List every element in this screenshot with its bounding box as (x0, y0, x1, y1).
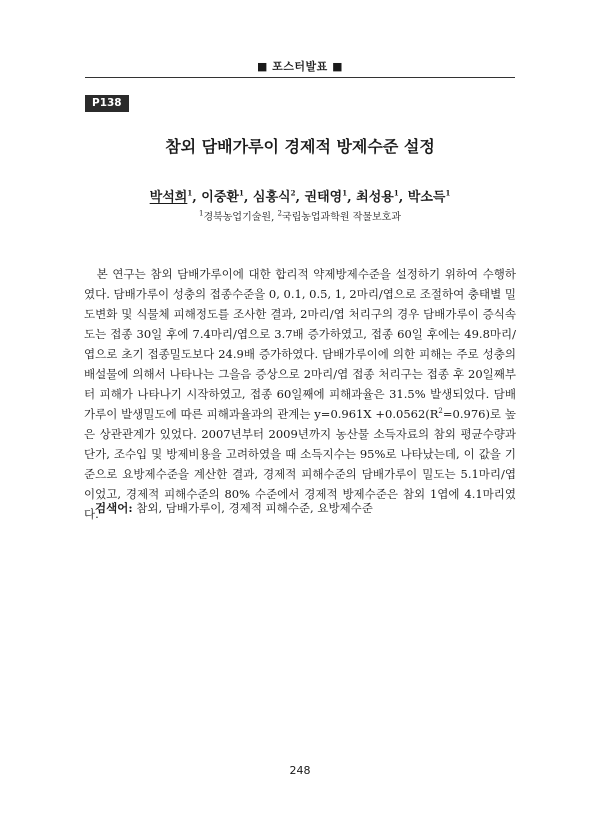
affiliation-name: 경북농업기술원 (203, 212, 272, 223)
affiliation-mark: 2 (277, 209, 282, 218)
section-label: ■ 포스터발표 ■ (256, 60, 344, 73)
author-name: 최성용 (356, 190, 394, 205)
author-name: 박소득 (407, 190, 446, 205)
keywords-label: 검색어: (95, 501, 133, 515)
author-name: 박석희 (149, 190, 188, 205)
author-affiliation-mark: 1 (238, 188, 244, 198)
author-affiliation-mark: 1 (187, 188, 193, 198)
abstract-paragraph (84, 264, 516, 524)
author-affiliation-mark: 1 (445, 188, 451, 198)
affiliation-name: 국립농업과학원 작물보호과 (281, 212, 402, 223)
page-number: 248 (289, 764, 311, 777)
keywords-line (95, 498, 515, 518)
abstract-text-part1: 본 연구는 참외 담배가루이에 대한 합리적 약제방제수준을 설정하기 위하여 수행하였다. 담배가루이 성충의 접종수준을 0, 0.1, 0.5, 1, 2마리/엽으로 조절하여 충태별 밀도변화 및 식물체 피해정도를 조사한 결과, 2마리/엽 처리구의 경우 담배가루이 증식속도는 접종 30일 후에 7.4마리/엽으로 3.7배 증가하였고, 접종 60일 후에는 49.8마리/엽으로 초기 접종밀도보다 24.9배 증가하였다. 담배가루이에 의한 피해는 주로 성충의 배설물에 의해서 나타나는 그을음 증상으로 2마리/엽 접종 처리구는 접종 후 20일째부터 피해가 나타나기 시작하였고, 접종 60일째에 피해과율은 31.5% 발생되었다. 담배가루이 발생밀도에 따른 피해과율과의 관계는 y=0.961X +0.0562(R (84, 267, 516, 421)
author-affiliation-mark: 2 (290, 188, 296, 198)
header-rule (85, 77, 515, 78)
author-name: 권태영 (304, 190, 343, 205)
affiliation-list: $^1$경북농업기술원, $^2$국립농업과학원 작물보호과 (198, 209, 402, 223)
paper-title: 참외 담배가루이 경제적 방제수준 설정 (165, 137, 435, 156)
r-squared-superscript: 2 (438, 407, 443, 416)
abstract-text-part2: =0.976)로 높은 상관관계가 있었다. 2007년부터 2009년까지 농산물 소득자료의 참외 평균수량과 단가, 조수입 및 방제비용을 고려하였을 때 소득지수는 95%로 나타났는데, 이 값을 기준으로 요방제수준을 계산한 결과, 경제적 피해수준의 담배가루이 밀도는 5.1마리/엽이었고, 경제적 피해수준의 80% 수준에서 경제적 방제수준은 참외 1엽에 4.1마리였다. (84, 407, 517, 521)
author-list: 박석희$^1$, 이중환$^1$, 심홍식$^2$, 권태영$^1$, 최성용$^1$, 박소득$^1$ (149, 188, 451, 205)
keywords-text: 참외, 담배가루이, 경제적 피해수준, 요방제수준 (132, 501, 373, 515)
author-affiliation-mark: 1 (342, 188, 348, 198)
author-name: 이중환 (201, 190, 239, 205)
affiliation-mark: 1 (198, 209, 204, 218)
author-affiliation-mark: 1 (393, 188, 399, 198)
poster-code-badge: P138 (85, 95, 129, 112)
author-name: 심홍식 (252, 190, 291, 205)
